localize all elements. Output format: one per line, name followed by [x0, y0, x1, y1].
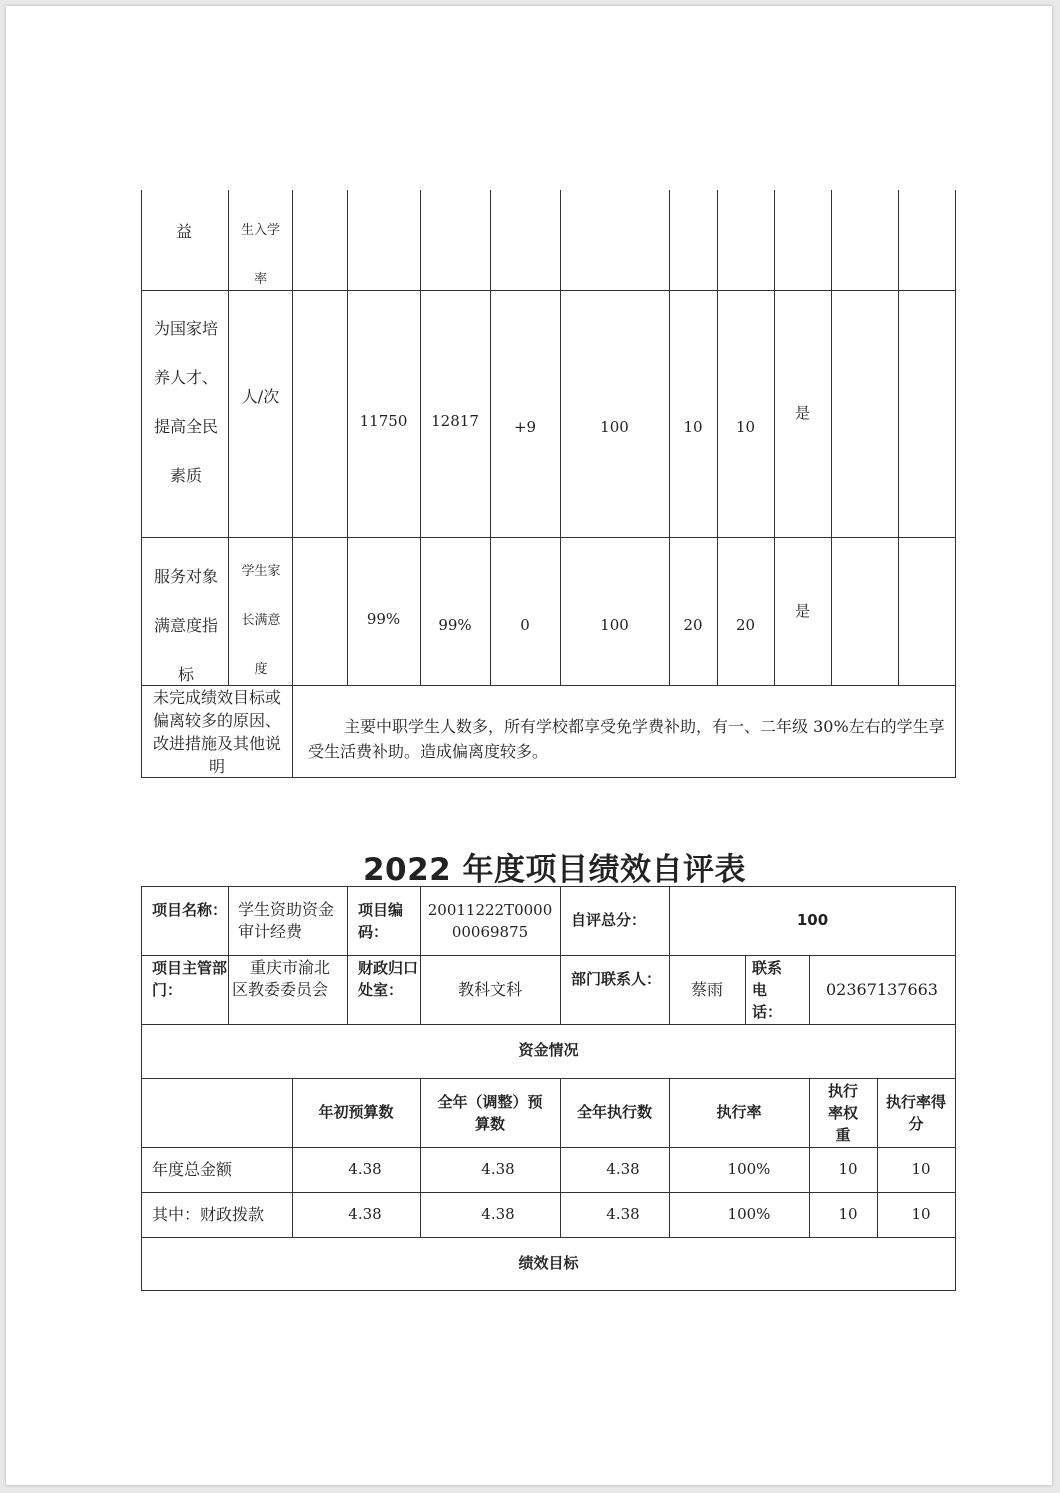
row1-indicator: 益 [175, 221, 192, 241]
row3-completion: 100 [600, 616, 629, 635]
row2-weight: 10 [683, 418, 703, 437]
row3-score: 20 [735, 616, 756, 635]
finance-label: 财政归口处室： [358, 959, 419, 999]
row3-actual: 99% [438, 616, 472, 635]
row2-indicator: 为国家培养人才、提高全民素质 [154, 319, 219, 485]
row1-unit: 生入学率 [240, 223, 280, 287]
funds-cell: 10 [911, 1204, 931, 1223]
row3-indicator: 服务对象满意度指标 [154, 567, 219, 684]
funds-cell: 4.38 [606, 1204, 640, 1223]
dept-label: 项目主管部门： [152, 959, 228, 999]
row3-target: 99% [366, 610, 401, 629]
row2-target: 11750 [359, 412, 408, 431]
contact-value: 蔡雨 [690, 979, 723, 999]
phone-value: 02367137663 [826, 979, 938, 999]
funds-header-rate-score: 执行率得分 [885, 1092, 946, 1133]
row2-unit: 人/次 [241, 387, 280, 406]
funds-row-label: 其中：财政拨款 [152, 1204, 265, 1224]
funds-cell: 100% [727, 1204, 771, 1223]
funds-cell: 4.38 [606, 1159, 640, 1178]
row2-deviation: +9 [513, 418, 537, 437]
funds-cell: 4.38 [348, 1159, 382, 1178]
funds-cell: 10 [838, 1204, 858, 1223]
project-name-label: 项目名称： [152, 901, 228, 919]
phone-label: 联系电话： [752, 959, 783, 1021]
row2-score: 10 [735, 418, 756, 437]
notes-text: 主要中职学生人数多，所有学校都享受免学费补助，有一、二年级 30%左右的学生享受生活费补助。造成偏离度较多。 [308, 717, 945, 761]
funds-cell: 10 [838, 1159, 858, 1178]
funds-header-rate-weight: 执行率权重 [827, 1081, 858, 1144]
funds-row-label: 年度总金额 [152, 1159, 233, 1179]
funds-cell: 4.38 [481, 1204, 515, 1223]
row3-unit: 学生家长满意度 [241, 564, 281, 677]
notes-label: 未完成绩效目标或偏离较多的原因、改进措施及其他说明 [152, 688, 281, 776]
row2-met: 是 [794, 404, 810, 423]
funds-header-initial-budget: 年初预算数 [318, 1102, 394, 1121]
project-code-value: 20011222T000000069875 [427, 901, 553, 941]
dept-value: 重庆市渝北区教委委员会 [232, 958, 331, 999]
total-score-label: 自评总分： [571, 910, 647, 929]
row3-met: 是 [794, 602, 810, 621]
funds-header-execution-rate: 执行率 [716, 1102, 762, 1121]
goals-section-label: 绩效目标 [518, 1253, 579, 1272]
funds-header-executed: 全年执行数 [576, 1102, 652, 1121]
funds-cell: 100% [727, 1159, 771, 1178]
document-page [6, 6, 1052, 1485]
row3-deviation: 0 [520, 616, 530, 635]
project-code-label: 项目编码： [358, 901, 404, 941]
funds-cell: 4.38 [348, 1204, 382, 1223]
funds-section-label: 资金情况 [518, 1041, 579, 1060]
contact-label: 部门联系人： [571, 970, 662, 988]
row2-actual: 12817 [431, 412, 479, 431]
finance-value: 教科文科 [457, 979, 522, 999]
total-score-value: 100 [796, 910, 829, 929]
funds-cell: 4.38 [481, 1159, 515, 1178]
row2-completion: 100 [600, 418, 629, 437]
row3-weight: 20 [683, 616, 703, 635]
funds-header-adjusted-budget: 全年（调整）预算数 [437, 1092, 543, 1133]
project-name-value: 学生资助资金审计经费 [238, 900, 335, 941]
page-title: 2022 年度项目绩效自评表 [362, 852, 747, 888]
funds-cell: 10 [911, 1159, 931, 1178]
